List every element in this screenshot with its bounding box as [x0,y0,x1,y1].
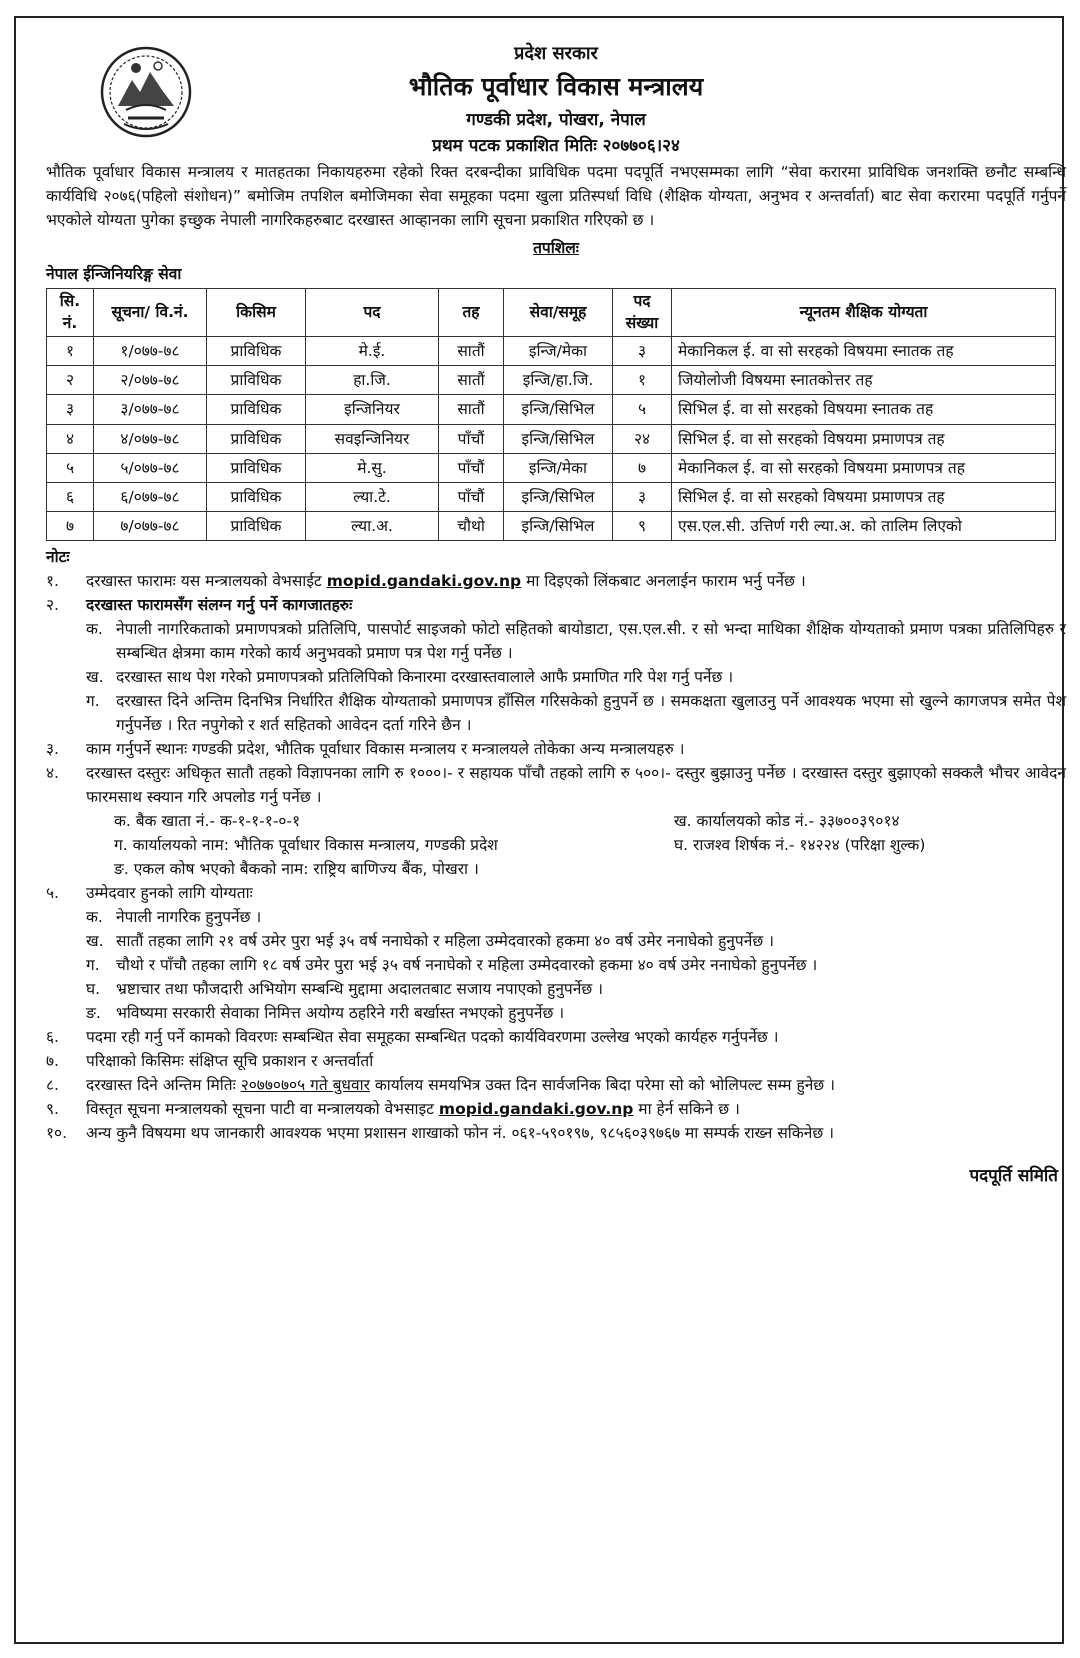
table-row [47,424,1056,453]
sub-text: नेपाली नागरिकताको प्रमाणपत्रको प्रतिलिपि, पासपोर्ट साइजको फोटो सहितको बायोडाटा, एस.एल.सी. र सो भन्दा माथिका शैक्षिक योग्यताको प्रमाण पत्रका प्रतिलिपिहरु र सम्बन्धित क्षेत्रमा काम गरेको कार्य अनुभवको प्रमाण पत्र पेश गर्नु पर्नेछ । [116,619,1066,662]
note-number: ५. [46,883,59,902]
note-text: मा हेर्न सकिने छ । [633,1099,740,1118]
cell-notice-no: १/०७७-७८ [94,337,207,366]
note-text: उम्मेदवार हुनको लागि योग्यताः [86,883,253,902]
cell-serial: ६ [47,482,94,511]
note-text: दरखास्त दिने अन्तिम मितिः [86,1075,241,1094]
deadline-date: २०७७०७०५ गते बुधवार [240,1075,370,1094]
bank-account-no: क. बैक खाता नं.- क-१-१-१-०-१ [114,811,301,830]
office-name: ग. कार्यालयको नाम: भौतिक पूर्वाधार विकास मन्त्रालय, गण्डकी प्रदेश [114,835,498,854]
cell-serial: २ [47,366,94,395]
note-text: अन्य कुनै विषयमा थप जानकारी आवश्यक भएमा प्रशासन शाखाको फोन नं. ०६१-५९०१९७, ९८५६०३९७६७ मा सम्पर्क राख्न सकिनेछ । [86,1123,834,1142]
sub-text: भविष्यमा सरकारी सेवाका निमित्त अयोग्य ठहरिने गरी बर्खास्त नभएको हुनुपर्नेछ । [116,1003,565,1022]
cell-post-count: ३ [613,337,672,366]
note-text: विस्तृत सूचना मन्त्रालयको सूचना पाटी वा मन्त्रालयको वेभसाइट [86,1099,439,1118]
cell-serial: ३ [47,395,94,424]
cell-post-count: ७ [613,453,672,482]
cell-post-count: १ [613,366,672,395]
note-heading: दरखास्त फारामसँग संलग्न गर्नु पर्ने कागजातहरुः [86,595,353,614]
cell-service-group: इन्जि/सिभिल [504,395,613,424]
website-link[interactable]: mopid.gandaki.gov.np [438,1099,634,1118]
cell-notice-no: २/०७७-७८ [94,366,207,395]
cell-type: प्राविधिक [207,337,306,366]
note-1 [46,569,1066,593]
note-number: १०. [46,1123,68,1142]
note-5-nga [46,1001,1066,1025]
cell-post-count: २४ [613,424,672,453]
note-text: दरखास्त फारामः यस मन्त्रालयको वेभसाईट [86,571,327,590]
cell-type: प्राविधिक [207,482,306,511]
header-address: गण्डकी प्रदेश, पोखरा, नेपाल [466,109,646,130]
sub-number: ग. [86,955,100,974]
col-header-qualification: न्यूनतम शैक्षिक योग्यता [672,289,1056,337]
notice-page [46,40,1066,1186]
cell-post: ल्या.अ. [306,511,439,540]
table-row [47,453,1056,482]
cell-qualification: सिभिल ई. वा सो सरहको विषयमा प्रमाणपत्र तह [672,482,1056,511]
sub-number: ग. [86,691,100,710]
note-2 [46,593,1066,617]
cell-type: प्राविधिक [207,453,306,482]
cell-level: सातौं [439,337,504,366]
cell-post: ल्या.टे. [306,482,439,511]
cell-notice-no: ५/०७७-७८ [94,453,207,482]
cell-qualification: सिभिल ई. वा सो सरहको विषयमा स्नातक तह [672,395,1056,424]
table-header-row [47,289,1056,337]
header-government: प्रदेश सरकार [514,43,598,64]
table-row [47,337,1056,366]
note-number: १. [46,571,59,590]
sub-number: घ. [86,979,101,998]
note-5-kha [46,929,1066,953]
note-2-ka [46,617,1066,665]
cell-service-group: इन्जि/सिभिल [504,511,613,540]
cell-serial: ४ [47,424,94,453]
schedule-title: तपशिलः [533,239,579,258]
col-header-notice-no: सूचना/ वि.नं. [94,289,207,337]
table-body [47,337,1056,540]
note-6 [46,1025,1066,1049]
cell-post: इन्जिनियर [306,395,439,424]
note-9 [46,1097,1066,1121]
sub-text: भ्रष्टाचार तथा फौजदारी अभियोग सम्बन्धि मुद्दामा अदालतबाट सजाय नपाएको हुनुपर्नेछ । [116,979,603,998]
note-number: ८. [46,1075,59,1094]
cell-level: पाँचौं [439,424,504,453]
sub-text: सातौं तहका लागि २१ वर्ष उमेर पुरा भई ३५ वर्ष ननाघेको र महिला उम्मेदवारको हकमा ४० वर्ष उमेर ननाघेको हुनुपर्नेछ । [116,931,774,950]
note-10 [46,1121,1066,1145]
table-row [47,482,1056,511]
col-header-type: किसिम [207,289,306,337]
sub-number: ख. [86,667,104,686]
note-7 [46,1049,1066,1073]
note-5 [46,881,1066,905]
cell-service-group: इन्जि/हा.जि. [504,366,613,395]
header-publish-date: प्रथम पटक प्रकाशित मितिः २०७७०६।२४ [432,135,680,156]
cell-notice-no: ६/०७७-७८ [94,482,207,511]
cell-notice-no: ३/०७७-७८ [94,395,207,424]
office-code: ख. कार्यालयको कोड नं.- ३३७००३९०१४ [674,811,900,830]
cell-post-count: ५ [613,395,672,424]
cell-serial: १ [47,337,94,366]
cell-level: सातौं [439,395,504,424]
cell-qualification: मेकानिकल ई. वा सो सरहको विषयमा प्रमाणपत्र तह [672,453,1056,482]
note-number: ७. [46,1051,59,1070]
cell-service-group: इन्जि/सिभिल [504,482,613,511]
sub-number: ङ. [86,1003,101,1022]
sub-number: ख. [86,931,104,950]
bank-row-2 [46,833,1066,857]
note-number: ३. [46,739,59,758]
table-row [47,395,1056,424]
cell-qualification: मेकानिकल ई. वा सो सरहको विषयमा स्नातक तह [672,337,1056,366]
cell-service-group: इन्जि/मेका [504,453,613,482]
service-title: नेपाल ईन्जिनियरिङ्ग सेवा [46,265,182,284]
col-header-service-group: सेवा/समूह [504,289,613,337]
note-text: दरखास्त दस्तुरः अधिकृत सातौ तहको विज्ञापनका लागि रु १०००।- र सहायक पाँचौ तहको लागि रु ५००।- दस्तुर बुझाउनु पर्नेछ । दरखास्त दस्तुर बुझाएको सक्कलै भौचर आवेदन फारमसाथ स्क्यान गरि अपलोड गर्नु पर्नेछ । [86,763,1066,806]
notes-title: नोटः [46,547,70,566]
cell-type: प्राविधिक [207,366,306,395]
note-8 [46,1073,1066,1097]
vacancy-table [46,288,1056,540]
note-4 [46,761,1066,809]
table-row [47,511,1056,540]
cell-post: हा.जि. [306,366,439,395]
header-ministry: भौतिक पूर्वाधार विकास मन्त्रालय [408,71,704,101]
sub-text: चौथो र पाँचौ तहका लागि १८ वर्ष उमेर पुरा भई ३५ वर्ष ननाघेको र महिला उम्मेदवारको हकमा ४० वर्ष उमेर ननाघेको हुनुपर्नेछ । [116,955,818,974]
note-number: ६. [46,1027,59,1046]
note-2-kha [46,665,1066,689]
nepal-emblem-icon [98,44,194,140]
sub-number: क. [86,619,103,638]
cell-post-count: ३ [613,482,672,511]
note-text: पदमा रही गर्नु पर्ने कामको विवरणः सम्बन्धित सेवा समूहका सम्बन्धित पदको कार्यविवरणमा उल्लेख भएको कार्यहरु गर्नुपर्नेछ । [86,1027,779,1046]
website-link[interactable]: mopid.gandaki.gov.np [326,571,522,590]
cell-level: पाँचौं [439,482,504,511]
note-text: मा दिइएको लिंकबाट अनलाईन फाराम भर्नु पर्नेछ । [521,571,806,590]
cell-post-count: ९ [613,511,672,540]
note-5-ga [46,953,1066,977]
note-number: २. [46,595,59,614]
col-header-post-count: पद संख्या [613,289,672,337]
cell-level: चौथो [439,511,504,540]
cell-post: मे.सु. [306,453,439,482]
sub-text: दरखास्त साथ पेश गरेको प्रमाणपत्रको प्रतिलिपिको किनारमा दरखास्तवालाले आफै प्रमाणित गरि पेश गर्नु पर्नेछ । [116,667,734,686]
cell-service-group: इन्जि/मेका [504,337,613,366]
cell-type: प्राविधिक [207,424,306,453]
bank-row-3 [46,857,1066,881]
note-text: कार्यालय समयभित्र उक्त दिन सार्वजनिक बिदा परेमा सो को भोलिपल्ट सम्म हुनेछ । [369,1075,835,1094]
sub-text: नेपाली नागरिक हुनुपर्नेछ । [116,907,262,926]
intro-paragraph: भौतिक पूर्वाधार विकास मन्त्रालय र मातहतका निकायहरुमा रहेको रिक्त दरबन्दीका प्राविधिक पदमा पदपूर्ति नभएसम्मका लागि “सेवा करारमा प्राविधिक जनशक्ति छनौट सम्बन्धि कार्यविधि २०७६(पहिलो संशोधन)” बमोजिम तपशिल बमोजिमका सेवा समूहका पदमा खुला प्रतिस्पर्धा विधि (शैक्षिक योग्यता, अनुभव र अन्तर्वार्ता) बाट सेवा करारमा पदपूर्ति गर्नुपर्ने भएकोले योग्यता पुगेका इच्छुक नेपाली नागरिकहरुबाट दरखास्त आव्हानका लागि सूचना प्रकाशित गरिएको छ । [46,163,1066,230]
note-number: ४. [46,763,59,782]
note-5-ka [46,905,1066,929]
notice-header [46,40,1066,158]
cell-serial: ७ [47,511,94,540]
revenue-head: घ. राजश्व शिर्षक नं.- १४२२४ (परिक्षा शुल्क) [674,835,926,854]
cell-level: सातौं [439,366,504,395]
cell-type: प्राविधिक [207,395,306,424]
note-2-ga [46,689,1066,737]
table-row [47,366,1056,395]
col-header-post: पद [306,289,439,337]
note-3 [46,737,1066,761]
document-frame [14,16,1064,1644]
col-header-serial: सि. नं. [47,289,94,337]
note-5-gha [46,977,1066,1001]
cell-qualification: एस.एल.सी. उत्तिर्ण गरी ल्या.अ. को तालिम लिएको [672,511,1056,540]
bank-name: ङ. एकल कोष भएको बैकको नाम: राष्ट्रिय बाणिज्य बैंक, पोखरा । [114,859,479,878]
sub-number: क. [86,907,103,926]
cell-type: प्राविधिक [207,511,306,540]
cell-notice-no: ४/०७७-७८ [94,424,207,453]
col-header-level: तह [439,289,504,337]
cell-qualification: जियोलोजी विषयमा स्नातकोत्तर तह [672,366,1056,395]
sub-text: दरखास्त दिने अन्तिम दिनभित्र निर्धारित शैक्षिक योग्यताको प्रमाणपत्र हाँसिल गरिसकेको हुनुपर्ने छ । समकक्षता खुलाउनु पर्ने आवश्यक भएमा सो खुल्ने कागजपत्र समेत पेश गर्नुपर्नेछ । रित नपुगेको र शर्त सहितको आवेदन दर्ता गरिने छैन । [116,691,1066,734]
cell-serial: ५ [47,453,94,482]
cell-level: पाँचौं [439,453,504,482]
cell-service-group: इन्जि/सिभिल [504,424,613,453]
cell-post: सवइन्जिनियर [306,424,439,453]
cell-notice-no: ७/०७७-७८ [94,511,207,540]
note-number: ९. [46,1099,59,1118]
bank-row-1 [46,809,1066,833]
cell-post: मे.ई. [306,337,439,366]
note-text: काम गर्नुपर्ने स्थानः गण्डकी प्रदेश, भौतिक पूर्वाधार विकास मन्त्रालय र मन्त्रालयले तोकेका अन्य मन्त्रालयहरु । [86,739,685,758]
signature-committee: पदपूर्ति समिति [969,1165,1058,1186]
note-text: परिक्षाको किसिमः संक्षिप्त सूचि प्रकाशन र अन्तर्वार्ता [86,1051,374,1070]
cell-qualification: सिभिल ई. वा सो सरहको विषयमा प्रमाणपत्र तह [672,424,1056,453]
